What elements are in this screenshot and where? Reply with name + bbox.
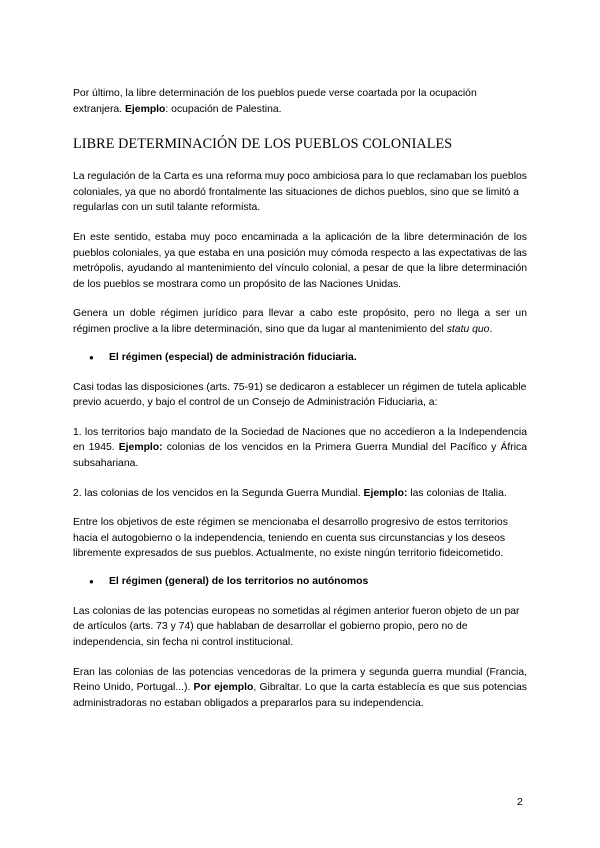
bullet-icon: ● bbox=[89, 576, 94, 586]
example-label: Ejemplo bbox=[124, 103, 166, 115]
bullet-fiduciaria bbox=[73, 352, 527, 363]
paragraph-8: Las colonias de las potencias europeas no sometidas al régimen anterior fueron objeto de un par de artículos (arts. 73 y 74) que hablaban de desarrollar el gobierno propio, pero no de independencia, sin fecha ni control institucional. bbox=[73, 605, 520, 649]
example-label: Ejemplo: bbox=[118, 442, 163, 454]
page-number: 2 bbox=[517, 797, 523, 808]
intro-paragraph: Por último, la libre determinación de los pueblos puede verse coartada por la ocupación extranjera. Ejemplo: ocupación de Palestina. bbox=[73, 88, 477, 115]
paragraph-3: Genera un doble régimen jurídico para llevar a cabo este propósito, pero no llega a ser un régimen proclive a la libre determinación, sino que da lugar al mantenimiento del statu quo. bbox=[73, 308, 527, 335]
paragraph-2: En este sentido, estaba muy poco encaminada a la aplicación de la libre determinación de los pueblos coloniales, ya que estaba en una posición muy cómoda respecto a las expectativas de las metrópolis, ayudando al mantenimiento del vínculo colonial, a pesar de que la libre determinación de los pueblos se mostrara como un propósito de las Naciones Unidas. bbox=[73, 231, 527, 290]
section-title: LIBRE DETERMINACIÓN DE LOS PUEBLOS COLONIALES bbox=[73, 136, 453, 153]
document-page bbox=[73, 86, 527, 711]
bullet-heading: El régimen (general) de los territorios no autónomos bbox=[109, 575, 369, 587]
example-label: Por ejemplo bbox=[193, 682, 254, 694]
paragraph-9: Eran las colonias de las potencias vencedoras de la primera y segunda guerra mundial (Francia, Reino Unido, Portugal...). Por ejemplo, Gibraltar. Lo que la carta establecía es que sus potencias administradoras no estaban obligados a prepararlos para su independencia. bbox=[73, 666, 527, 709]
paragraph-1: La regulación de la Carta es una reforma muy poco ambiciosa para lo que reclamaban los pueblos coloniales, ya que no abordó frontalmente las situaciones de dichos pueblos, sino que se limitó a regularlas con un sutil talante reformista. bbox=[73, 171, 527, 214]
paragraph-6: 2. las colonias de los vencidos en la Segunda Guerra Mundial. Ejemplo: las colonias de Italia. bbox=[73, 487, 507, 499]
bullet-heading: El régimen (especial) de administración fiduciaria. bbox=[109, 351, 357, 363]
paragraph-5: 1. los territorios bajo mandato de la Sociedad de Naciones que no accedieron a la Independencia en 1945. Ejemplo: colonias de los vencidos en la Primera Guerra Mundial del Pacífico y África subsahariana. bbox=[73, 426, 527, 469]
paragraph-4: Casi todas las disposiciones (arts. 75-91) se dedicaron a establecer un régimen de tutela aplicable previo acuerdo, y bajo el control de un Consejo de Administración Fiduciaria, a: bbox=[73, 381, 527, 409]
example-label: Ejemplo: bbox=[363, 487, 408, 499]
paragraph-7: Entre los objetivos de este régimen se mencionaba el desarrollo progresivo de estos territorios hacia el autogobierno o la independencia, teniendo en cuenta sus circunstancias y los deseos libremente expresados de sus pueblos. Actualmente, no existe ningún territorio fideicometido. bbox=[73, 517, 508, 560]
bullet-no-autonomos bbox=[73, 576, 527, 587]
bullet-icon: ● bbox=[89, 352, 94, 362]
